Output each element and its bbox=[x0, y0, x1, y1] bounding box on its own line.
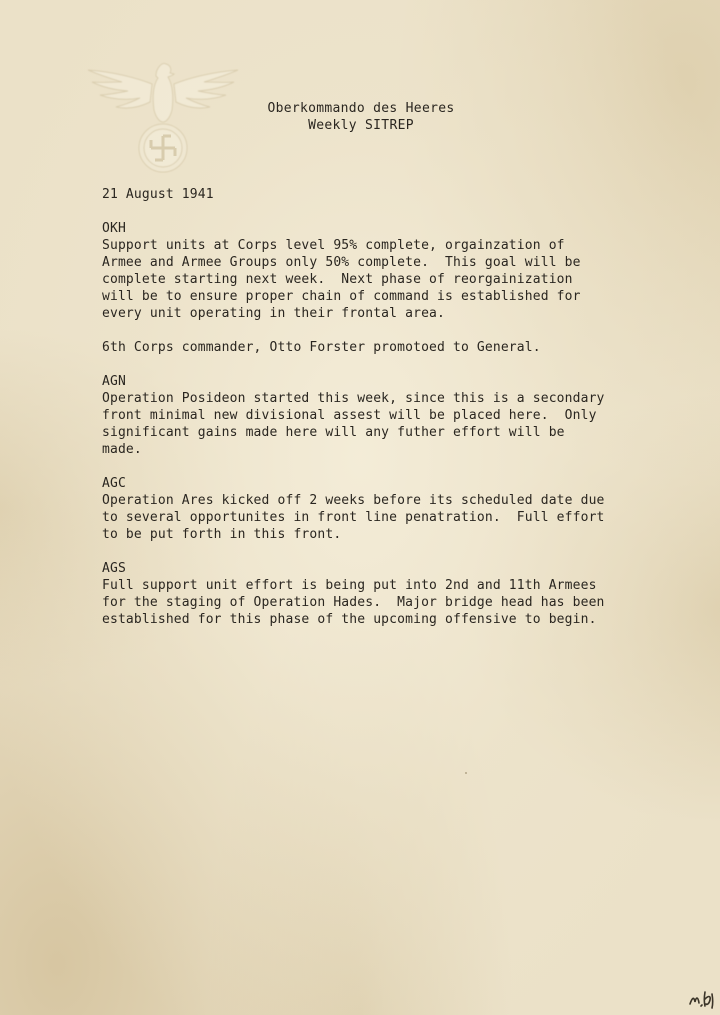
spacer bbox=[102, 356, 662, 373]
handwritten-initials-icon bbox=[688, 986, 718, 1010]
section-text-line: Operation Ares kicked off 2 weeks before its scheduled date due bbox=[102, 493, 605, 508]
section-text-line: Full support unit effort is being put into 2nd and 11th Armees bbox=[102, 578, 597, 593]
paper-speck bbox=[465, 772, 467, 774]
section-text-line: Armee and Armee Groups only 50% complete. This goal will be bbox=[102, 255, 581, 270]
section-text-line: complete starting next week. Next phase of reorgainization bbox=[102, 272, 573, 287]
section-text-line: every unit operating in their frontal area. bbox=[102, 306, 445, 321]
section-text-line: for the staging of Operation Hades. Major bridge head has been bbox=[102, 595, 605, 610]
section-text-line: will be to ensure proper chain of command is established for bbox=[102, 289, 581, 304]
spacer bbox=[102, 543, 662, 560]
section-ags bbox=[102, 560, 662, 628]
section-text-line: front minimal new divisional assest will be placed here. Only bbox=[102, 408, 597, 423]
spacer bbox=[102, 203, 662, 220]
section-text-line: established for this phase of the upcoming offensive to begin. bbox=[102, 612, 597, 627]
section-text-line: made. bbox=[102, 442, 142, 457]
embossed-eagle-emblem-icon bbox=[82, 52, 244, 176]
section-text-line: to be put forth in this front. bbox=[102, 527, 342, 542]
section-text-line: Support units at Corps level 95% complete, orgainzation of bbox=[102, 238, 565, 253]
section-agn bbox=[102, 373, 662, 458]
section-okh bbox=[102, 220, 662, 322]
section-text-line: significant gains made here will any futher effort will be bbox=[102, 425, 565, 440]
report-date: 21 August 1941 bbox=[102, 187, 214, 202]
section-heading: OKH bbox=[102, 221, 126, 236]
header-report-title: Weekly SITREP bbox=[308, 118, 414, 133]
section-heading: AGC bbox=[102, 476, 126, 491]
spacer bbox=[102, 458, 662, 475]
section-text-line: to several opportunites in front line penatration. Full effort bbox=[102, 510, 605, 525]
section-agc bbox=[102, 475, 662, 543]
section-heading: AGS bbox=[102, 561, 126, 576]
document-header bbox=[240, 100, 482, 134]
section-text-line: Operation Posideon started this week, since this is a secondary bbox=[102, 391, 605, 406]
section-heading: AGN bbox=[102, 374, 126, 389]
section-promotion bbox=[102, 339, 662, 356]
document-body bbox=[102, 186, 662, 628]
section-text-line: 6th Corps commander, Otto Forster promotoed to General. bbox=[102, 340, 541, 355]
header-organization: Oberkommando des Heeres bbox=[267, 101, 455, 116]
spacer bbox=[102, 322, 662, 339]
